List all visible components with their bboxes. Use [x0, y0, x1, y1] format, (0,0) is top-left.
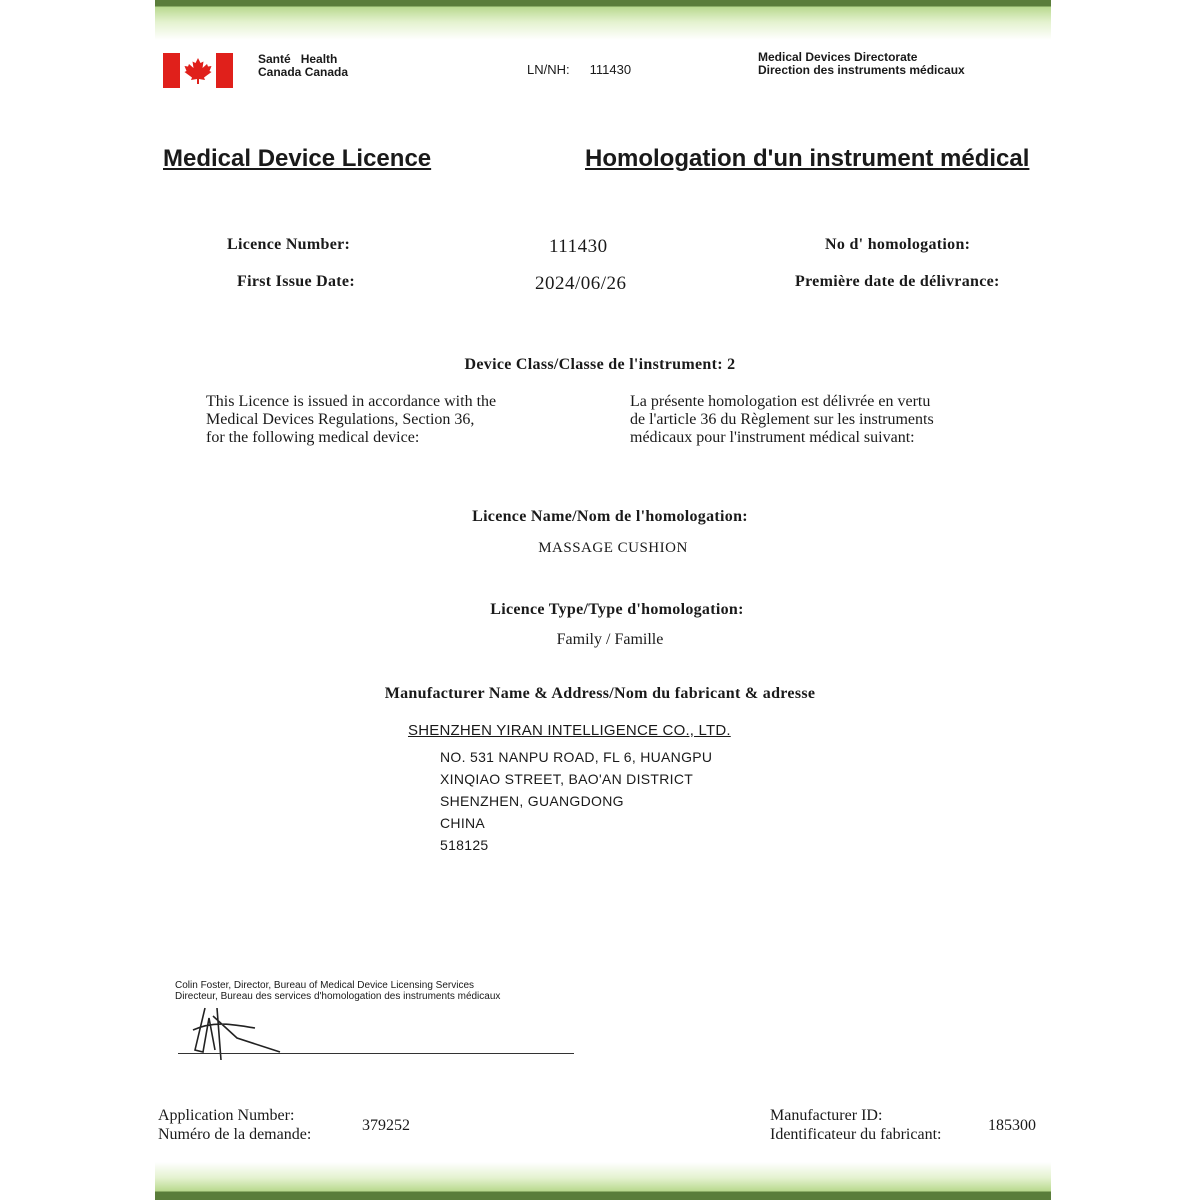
top-green-band [155, 0, 1051, 40]
title-english: Medical Device Licence [163, 145, 432, 172]
address-line: 518125 [440, 837, 489, 853]
directorate-fr: Direction des instruments médicaux [758, 63, 965, 77]
bottom-green-band [155, 1162, 1051, 1200]
manufacturer-address [440, 746, 712, 856]
manufacturer-label: Manufacturer Name & Address/Nom du fabricant & adresse [384, 685, 816, 702]
statement-en-line1: This Licence is issued in accordance with the [206, 393, 497, 410]
address-line: NO. 531 NANPU ROAD, FL 6, HUANGPU [440, 749, 713, 765]
licence-number-value: 111430 [549, 236, 608, 257]
dept-fr-line1: Santé [258, 52, 291, 66]
statement-fr-line3: médicaux pour l'instrument médical suivant: [630, 429, 915, 446]
licence-name-label: Licence Name/Nom de l'homologation: [472, 508, 748, 525]
manufacturer-id-labels [770, 1106, 941, 1144]
first-issue-label-fr: Première date de délivrance: [795, 273, 1000, 290]
first-issue-date-value: 2024/06/26 [535, 273, 627, 294]
lnnh-value: 111430 [589, 62, 632, 77]
address-line: XINQIAO STREET, BAO'AN DISTRICT [440, 771, 694, 787]
address-line: SHENZHEN, GUANGDONG [440, 793, 624, 809]
statement-french [630, 393, 1050, 447]
statement-fr-line1: La présente homologation est délivrée en vertu [630, 393, 931, 410]
dept-en-line2: Canada [304, 65, 349, 79]
dept-en-line1: Health [300, 52, 338, 66]
department-name [258, 53, 378, 79]
title-french: Homologation d'un instrument médical [585, 145, 1030, 172]
statement-en-line2: Medical Devices Regulations, Section 36, [206, 411, 475, 428]
signatory-line-fr: Directeur, Bureau des services d'homologation des instruments médicaux [175, 991, 501, 1002]
manufacturer-id-value: 185300 [988, 1117, 1036, 1134]
application-number-value: 379252 [362, 1117, 410, 1134]
device-class: Device Class/Classe de l'instrument: 2 [464, 356, 736, 373]
licence-number-label-en: Licence Number: [227, 236, 351, 253]
statement-en-line3: for the following medical device: [206, 429, 420, 446]
first-issue-label-en: First Issue Date: [237, 273, 355, 290]
licence-type-value: Family / Famille [556, 631, 664, 648]
manufacturer-name: SHENZHEN YIRAN INTELLIGENCE CO., LTD. [408, 722, 731, 739]
directorate-name [758, 51, 965, 77]
application-label-en: Application Number: [158, 1107, 295, 1124]
lnnh-label: LN/NH: [527, 62, 570, 77]
application-label-fr: Numéro de la demande: [158, 1126, 312, 1143]
directorate-en: Medical Devices Directorate [758, 50, 918, 64]
signatory-line-en: Colin Foster, Director, Bureau of Medical Device Licensing Services [175, 980, 475, 991]
manufacturer-id-label-fr: Identificateur du fabricant: [770, 1126, 942, 1143]
ln-nh-reference [527, 62, 631, 77]
dept-fr-line2: Canada [258, 65, 302, 79]
signature-line [178, 1053, 574, 1054]
signatory-caption [175, 980, 500, 1002]
manufacturer-id-label-en: Manufacturer ID: [770, 1107, 883, 1124]
licence-name-value: MASSAGE CUSHION [538, 540, 688, 556]
address-line: CHINA [440, 815, 486, 831]
licence-number-label-fr: No d' homologation: [825, 236, 971, 253]
canada-flag-icon [163, 53, 233, 88]
statement-fr-line2: de l'article 36 du Règlement sur les instruments [630, 411, 934, 428]
statement-english [206, 393, 606, 447]
application-number-labels [158, 1106, 311, 1144]
licence-type-label: Licence Type/Type d'homologation: [490, 601, 744, 618]
handwritten-signature [185, 1000, 295, 1070]
